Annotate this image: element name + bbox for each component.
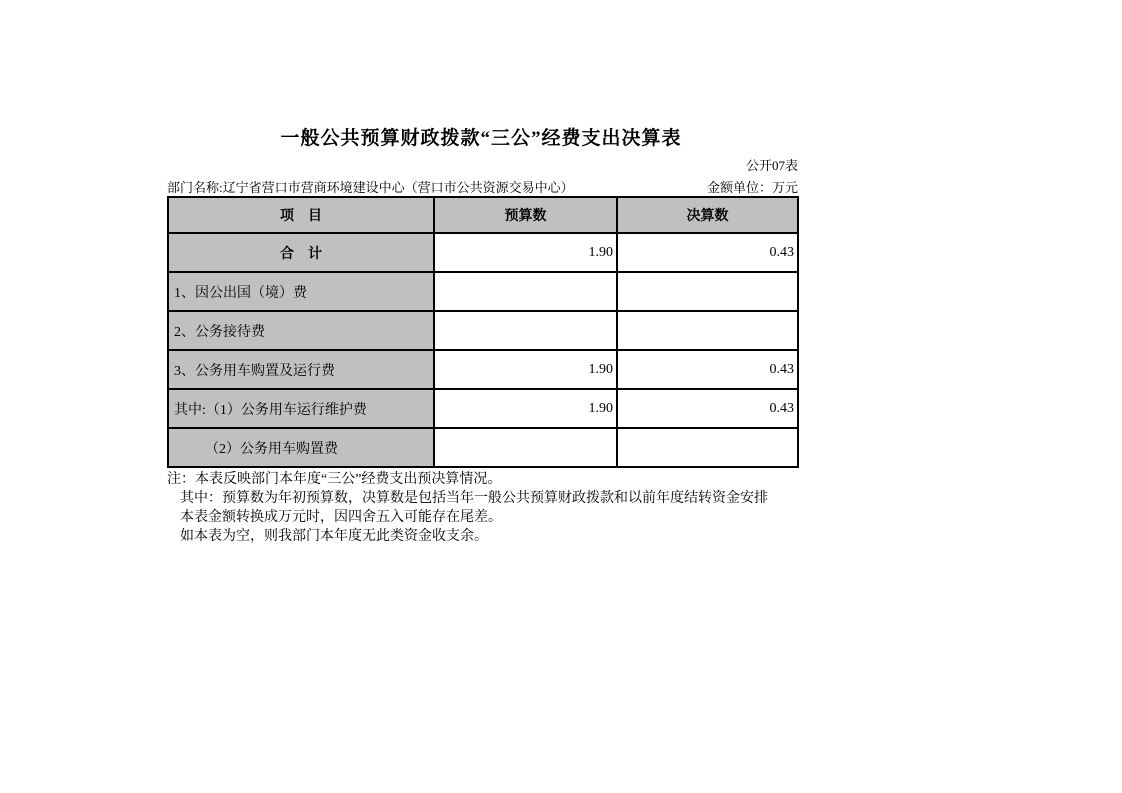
row-label-vehicle-maintenance: 其中:（1）公务用车运行维护费 [168,389,434,428]
final-value-vehicle-purchase [617,428,798,467]
budget-value-reception [434,311,617,350]
note-line-2: 其中：预算数为年初预算数，决算数是包括当年一般公共预算财政拨款和以前年度结转资金安排 [180,491,768,506]
column-header-item: 项 目 [168,197,434,233]
final-value-reception [617,311,798,350]
table-row-reception [168,311,798,350]
row-label-vehicle: 3、公务用车购置及运行费 [168,350,434,389]
budget-value-vehicle-purchase [434,428,617,467]
table-row-abroad [168,272,798,311]
department-name: 部门名称:辽宁省营口市营商环境建设中心（营口市公共资源交易中心） [167,180,574,195]
row-label-reception: 2、公务接待费 [168,311,434,350]
row-label-vehicle-purchase: （2）公务用车购置费 [168,428,434,467]
row-label-total: 合 计 [168,233,434,272]
final-value-total: 0.43 [617,233,798,272]
table-header-row [168,197,798,233]
note-line-4: 如本表为空，则我部门本年度无此类资金收支余。 [180,529,488,544]
budget-value-abroad [434,272,617,311]
budget-value-total: 1.90 [434,233,617,272]
final-value-vehicle: 0.43 [617,350,798,389]
notes-block [167,470,800,546]
final-value-abroad [617,272,798,311]
column-header-budget: 预算数 [434,197,617,233]
table-row-vehicle-purchase [168,428,798,467]
table-row-vehicle-maintenance [168,389,798,428]
final-value-vehicle-maintenance: 0.43 [617,389,798,428]
note-line-1: 注：本表反映部门本年度“三公”经费支出预决算情况。 [167,472,502,487]
note-line-3: 本表金额转换成万元时，因四舍五入可能存在尾差。 [180,510,502,525]
expenses-table [167,196,799,468]
row-label-abroad: 1、因公出国（境）费 [168,272,434,311]
budget-value-vehicle-maintenance: 1.90 [434,389,617,428]
meta-row [167,177,798,196]
page-title: 一般公共预算财政拨款“三公”经费支出决算表 [280,128,682,149]
amount-unit-label: 金额单位：万元 [706,180,798,195]
column-header-final: 决算数 [617,197,798,233]
table-row-total [168,233,798,272]
budget-value-vehicle: 1.90 [434,350,617,389]
form-number: 公开07表 [745,158,798,173]
table-row-vehicle [168,350,798,389]
